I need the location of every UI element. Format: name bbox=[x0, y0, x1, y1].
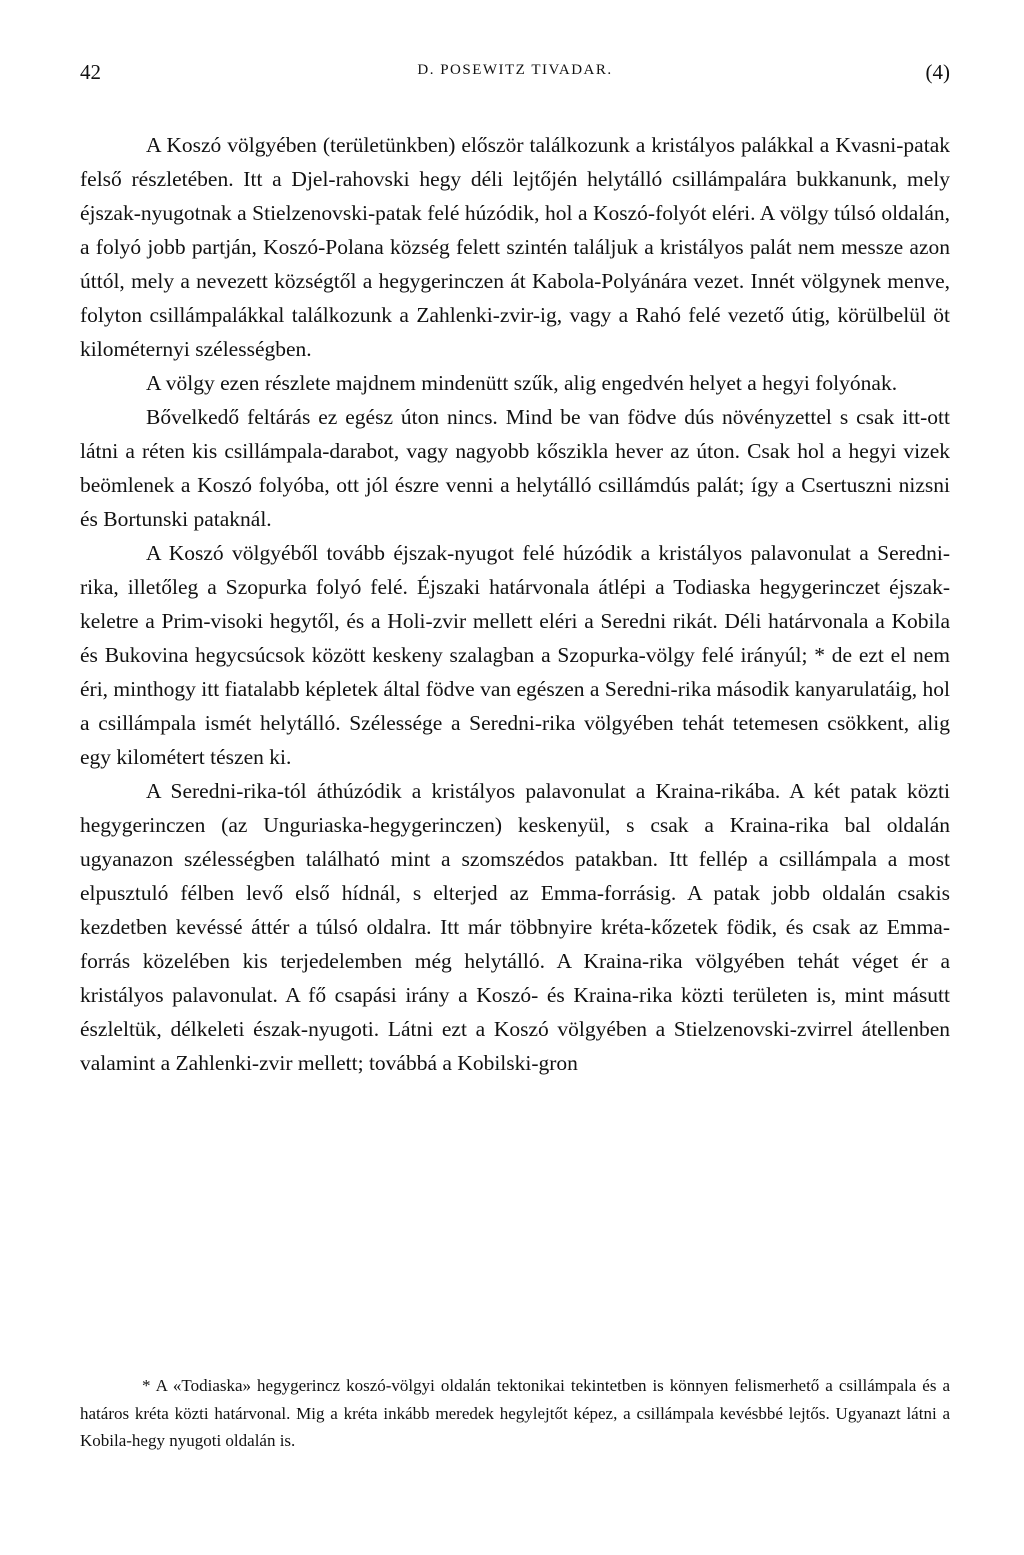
running-title: D. POSEWITZ TIVADAR. bbox=[417, 62, 613, 78]
running-header bbox=[80, 60, 950, 90]
body-text bbox=[80, 128, 950, 1080]
footnote-text: * A «Todiaska» hegygerincz koszó-völgyi oldalán tektonikai tekintetben is könnyen felismerhető a csillámpala és a határos kréta közti határvonal. Mig a kréta inkább meredek hegylejtőt képez, a csillámpala kevésbbé lejtős. Ugyanazt látni a Kobila-hegy nyugoti oldalán is. bbox=[80, 1376, 950, 1450]
paragraph: A Seredni-rika-tól áthúzódik a kristályos palavonulat a Kraina-rikába. A két patak közti hegygerinczen (az Unguriaska-hegygerinczen) keskenyül, s csak a Kraina-rika bal oldalán ugyanazon szélességben található mint a szomszédos patakban. Itt fellép a csillámpala a most elpusztuló félben levő első hídnál, s elterjed az Emma-forrásig. A patak jobb oldalán csakis kezdetben kevéssé áttér a túlsó oldalra. Itt már többnyire kréta-kőzetek födik, és csak az Emma-forrás közelében kis terjedelemben még helytálló. A Kraina-rika völgyében tehát véget ér a kristályos palavonulat. A fő csapási irány a Koszó- és Kraina-rika közti területen is, mint másutt észleltük, délkeleti észak-nyugoti. Látni ezt a Koszó völgyében a Stielzenovski-zvirrel átellenben valamint a Zahlenki-zvir mellett; továbbá a Kobilski-gron bbox=[80, 779, 950, 1075]
page bbox=[80, 60, 950, 1080]
footnote bbox=[80, 1372, 950, 1455]
paragraph: Bővelkedő feltárás ez egész úton nincs. Mind be van födve dús növényzettel s csak itt-ott látni a réten kis csillámpala-darabot, vagy nagyobb kőszikla hever az úton. Csak hol a hegyi vizek beömlenek a Koszó folyóba, ott jól észre venni a helytálló csillámdús palát; így a Csertuszni nizsni és Bortunski pataknál. bbox=[80, 405, 950, 531]
section-number: (4) bbox=[925, 60, 950, 84]
paragraph: A Koszó völgyéből tovább éjszak-nyugot felé húzódik a kristályos palavonulat a Seredni-rika, illetőleg a Szopurka folyó felé. Éjszaki határvonala átlépi a Todiaska hegygerinczet éjszak-keletre a Prim-visoki hegytől, és a Holi-zvir mellett eléri a Seredni rikát. Déli határvonala a Kobila és Bukovina hegycsúcsok között keskeny szalagban a Szopurka-völgy felé irányúl; * de ezt el nem éri, minthogy itt fiatalabb képletek által födve van egészen a Seredni-rika második kanyarulatáig, hol a csillámpala ismét helytálló. Szélessége a Seredni-rika völgyében tehát tetemesen csökkent, alig egy kilométert tészen ki. bbox=[80, 541, 950, 769]
paragraph: A Koszó völgyében (területünkben) először találkozunk a kristályos palákkal a Kvasni-patak felső részletében. Itt a Djel-rahovski hegy déli lejtőjén helytálló csillámpalára bukkanunk, mely éjszak-nyugotnak a Stielzenovski-patak felé húzódik, hol a Koszó-folyót eléri. A völgy túlsó oldalán, a folyó jobb partján, Koszó-Polana község felett szintén találjuk a kristályos palát nem messze azon úttól, mely a nevezett községtől a hegygerinczen át Kabola-Polyánára vezet. Innét völgynek menve, folyton csillámpalákkal találkozunk a Zahlenki-zvir-ig, vagy a Rahó felé vezető útig, körülbelül öt kilométernyi szélességben. bbox=[80, 133, 950, 361]
paragraph: A völgy ezen részlete majdnem mindenütt szűk, alig engedvén helyet a hegyi folyónak. bbox=[146, 371, 898, 395]
page-number: 42 bbox=[80, 60, 101, 84]
